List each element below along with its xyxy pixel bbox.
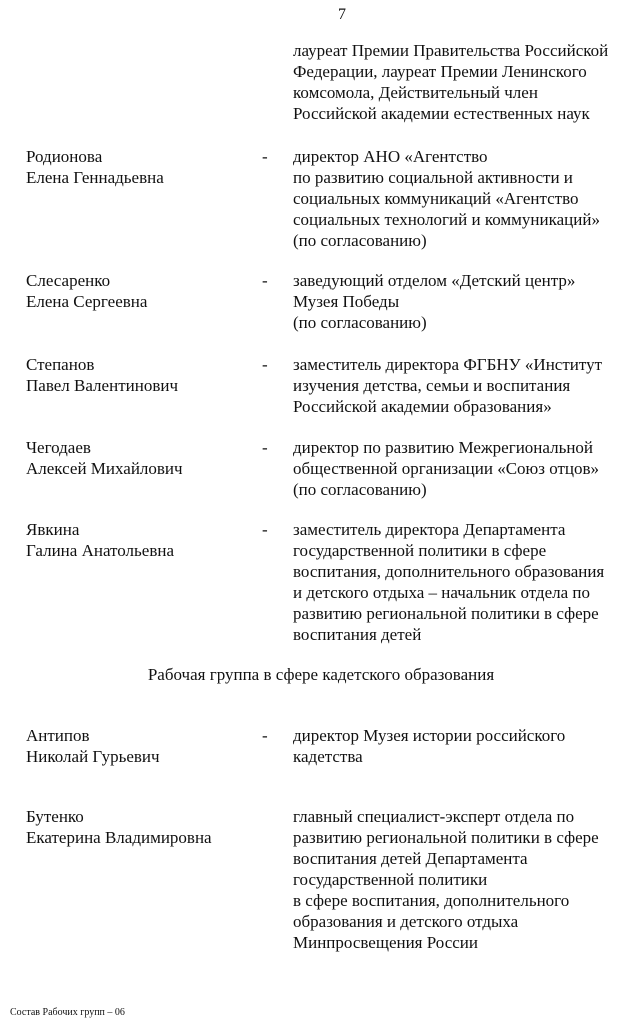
member-duty: директор по развитию Межрегиональной общественной организации «Союз отцов» (по согласованию)	[293, 438, 600, 499]
member-duty: главный специалист-эксперт отдела по развитию региональной политики в сфере воспитания детей Департамента государственной политики в сфере воспитания, дополнительного образования и детского отдыха Минпросвещения России	[293, 807, 599, 952]
member-dash: -	[262, 438, 268, 457]
section-heading: Рабочая группа в сфере кадетского образования	[147, 665, 495, 684]
member-duty: директор АНО «Агентство по развитию социальной активности и социальных коммуникаций «Агентство социальных технологий и коммуникаций» (по согласованию)	[293, 147, 600, 250]
member-name: Явкина Галина Анатольевна	[26, 520, 174, 560]
member-name: Родионова Елена Геннадьевна	[26, 147, 164, 187]
member-duty: заместитель директора Департамента государственной политики в сфере воспитания, дополнительного образования и детского отдыха – начальник отдела по развитию региональной политики в сфере воспитания детей	[293, 520, 605, 644]
document-footer: Состав Рабочих групп – 06	[10, 1007, 125, 1018]
member-dash: -	[262, 355, 268, 374]
member-name: Бутенко Екатерина Владимировна	[26, 807, 212, 847]
member-name: Чегодаев Алексей Михайлович	[26, 438, 183, 478]
continued-duty-text: лауреат Премии Правительства Российской Федерации, лауреат Премии Ленинского комсомола, Действительный член Российской академии естественных наук	[293, 41, 609, 123]
member-name: Антипов Николай Гурьевич	[26, 726, 160, 766]
member-dash: -	[262, 147, 268, 166]
member-duty: заведующий отделом «Детский центр» Музея Победы (по согласованию)	[293, 271, 576, 332]
member-name: Степанов Павел Валентинович	[26, 355, 178, 395]
member-duty: директор Музея истории российского кадетства	[293, 726, 566, 766]
member-dash: -	[262, 271, 268, 290]
member-dash: -	[262, 520, 268, 539]
member-duty: заместитель директора ФГБНУ «Институт изучения детства, семьи и воспитания Российской академии образования»	[293, 355, 603, 416]
page-number: 7	[338, 6, 346, 23]
member-name: Слесаренко Елена Сергеевна	[26, 271, 148, 311]
member-dash: -	[262, 726, 268, 745]
